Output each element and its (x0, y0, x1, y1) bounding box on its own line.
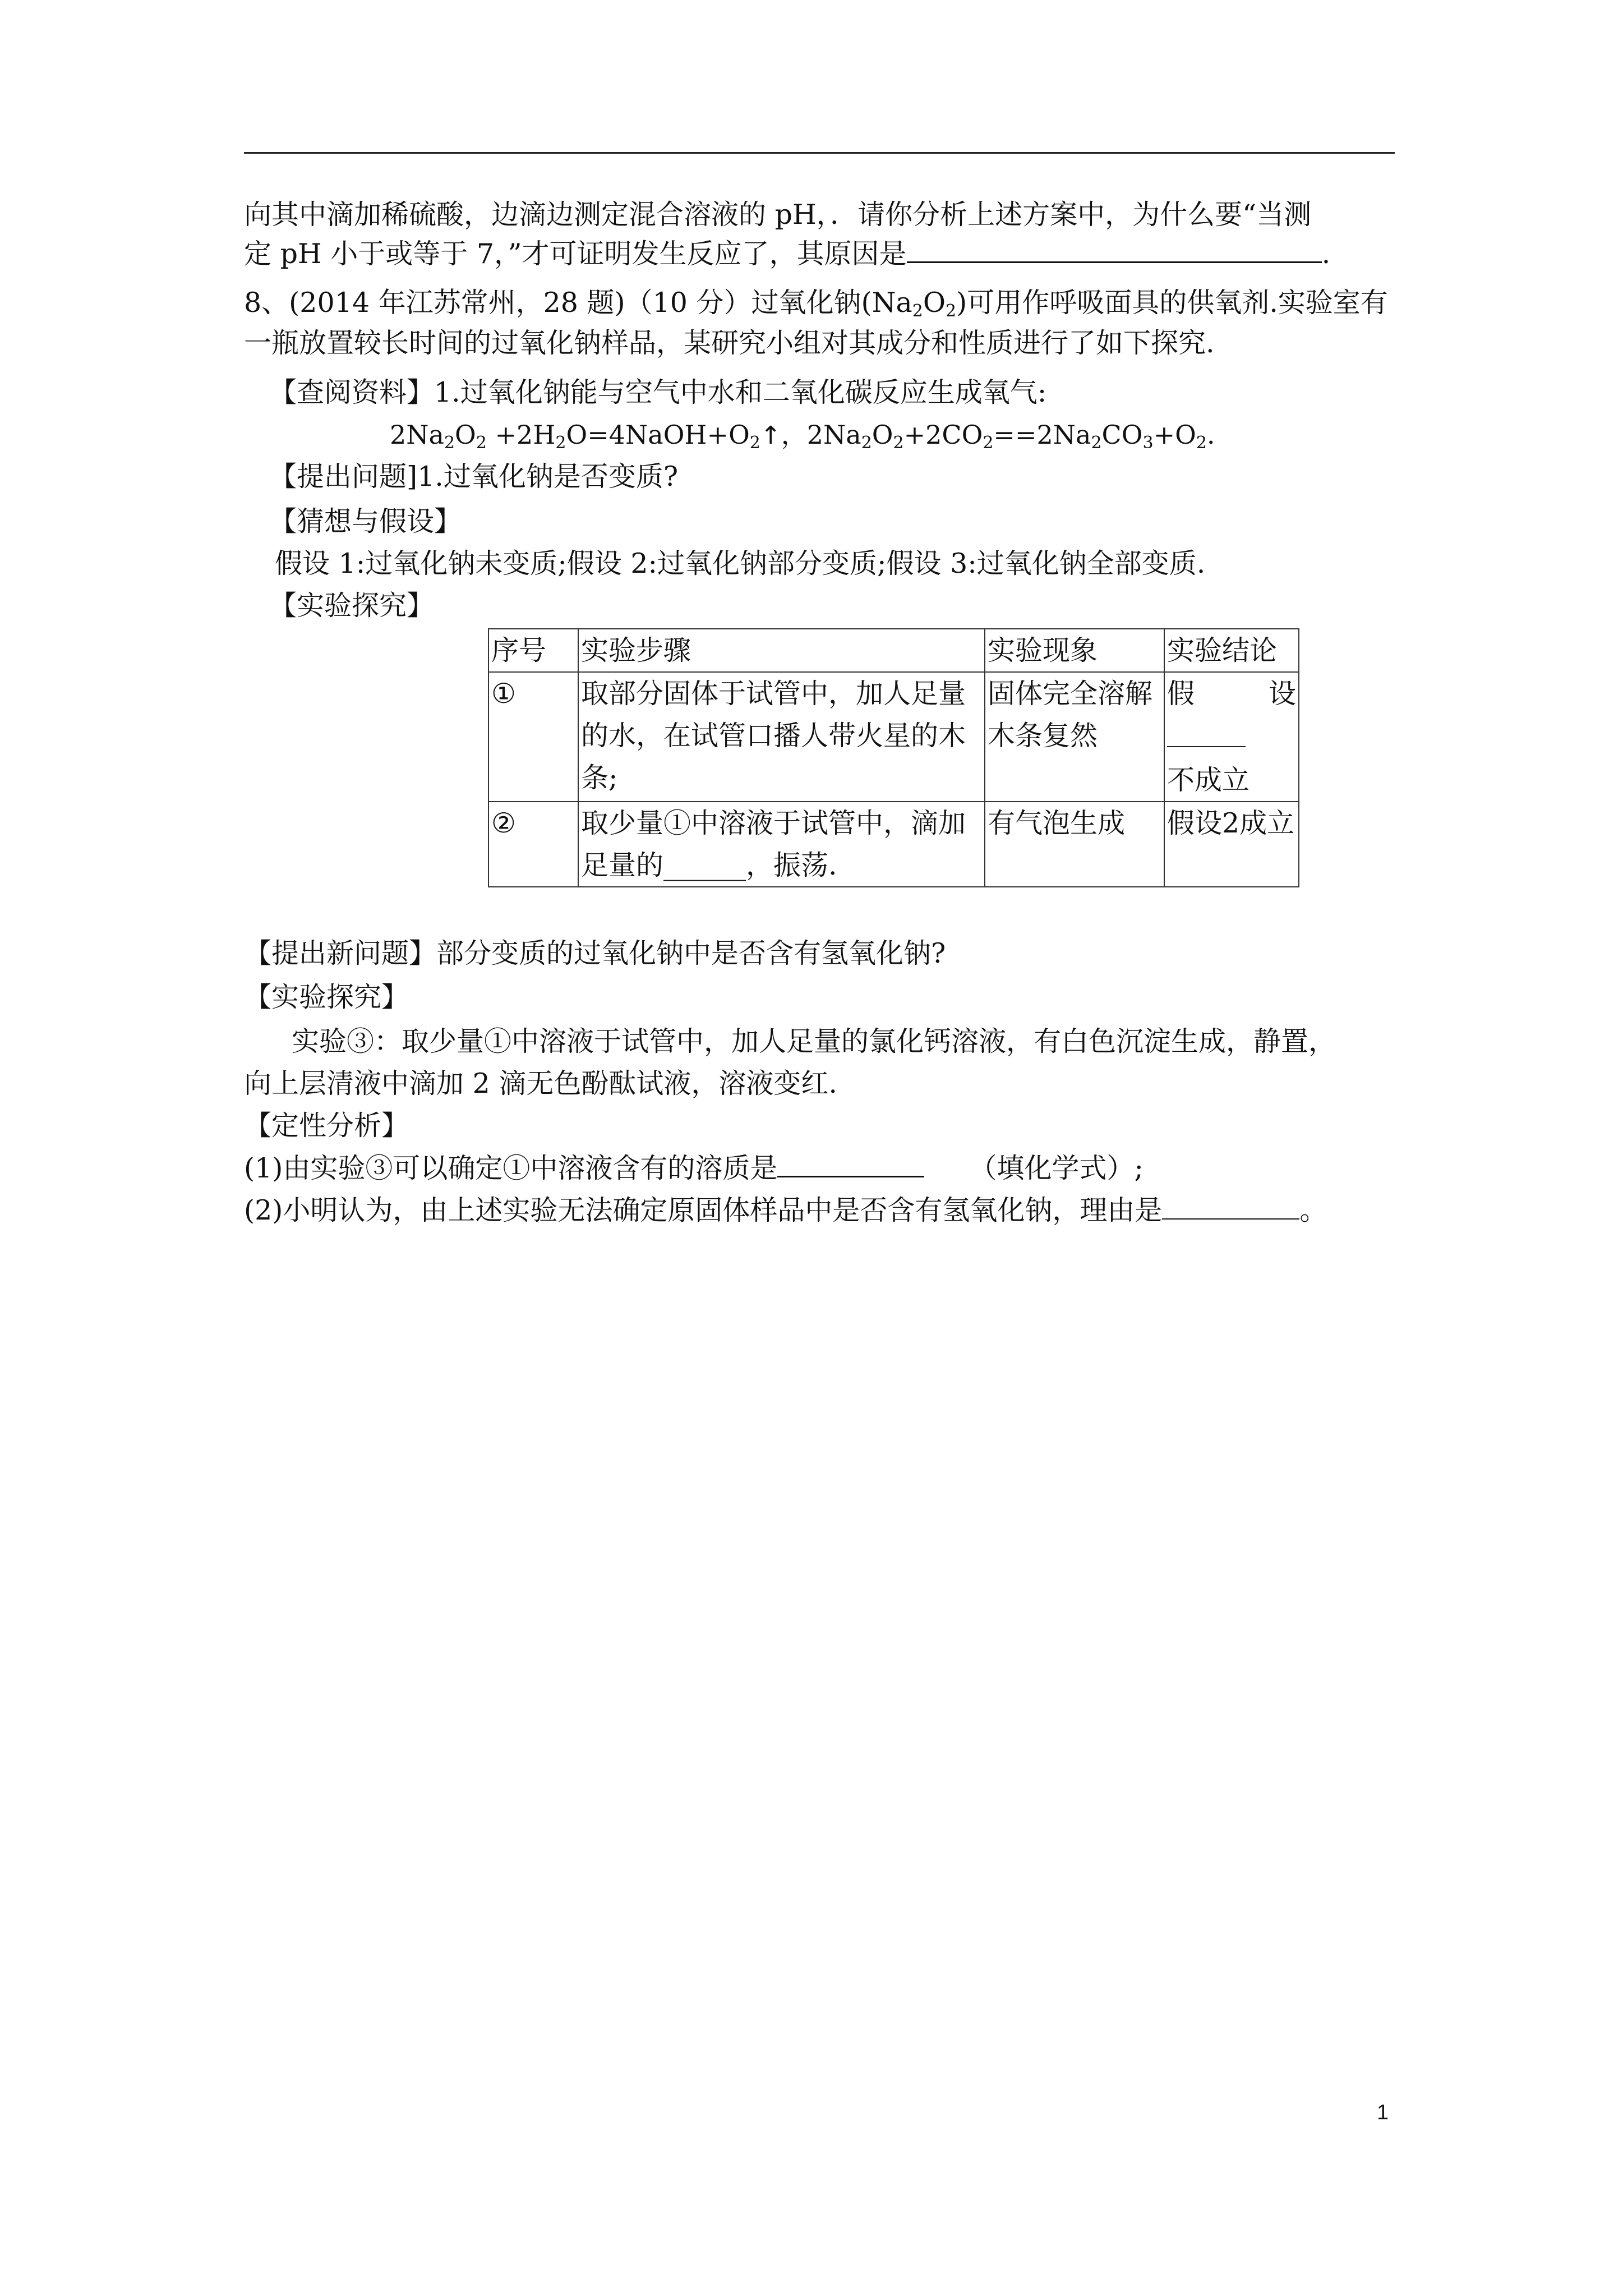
question-8-header (244, 283, 1388, 323)
step-cell (578, 672, 985, 802)
subscript: 2 (893, 433, 904, 453)
subscript: 2 (1196, 433, 1207, 453)
header-cell: 序号 (488, 629, 578, 672)
header-cell: 实验结论 (1164, 629, 1299, 672)
phenomena-line: 木条复然 (988, 720, 1098, 752)
header-cell: 实验现象 (985, 629, 1164, 672)
subscript: 2 (912, 301, 923, 321)
subscript: 2 (444, 433, 455, 453)
conclusion-line (1167, 673, 1296, 715)
eq-part: O (872, 420, 893, 450)
text-line: 向其中滴加稀硫酸，边滴边测定混合溶液的 pH，．请你分析上述方案中，为什么要“当测 (244, 199, 1312, 231)
conclusion-blank[interactable] (1167, 715, 1246, 747)
eq-part: +O (1153, 420, 1196, 450)
step-text: ，振荡. (746, 849, 837, 881)
eq-part: +2H (486, 420, 556, 450)
conclusion-blank-line (1167, 715, 1296, 759)
eq-part: O=4NaOH+O (566, 420, 750, 450)
analysis-question-1 (244, 1149, 1144, 1188)
section-analysis: 【定性分析】 (244, 1110, 409, 1142)
question-text: (2)小明认为，由上述实验无法确定原固体样品中是否含有氢氧化钠，理由是 (244, 1194, 1163, 1226)
analysis-question-2 (244, 1191, 1327, 1230)
step-line: 的水，在试管口播人带火星的木 (581, 720, 966, 752)
section-question: 【提出问题]1.过氧化钠是否变质? (269, 461, 679, 493)
conclusion-word: 假 (1167, 678, 1195, 710)
step-line (581, 844, 982, 886)
question-text: 定 pH 小于或等于 7，”才可证明发生反应了，其原因是 (244, 238, 907, 270)
subscript: 2 (1091, 433, 1102, 453)
text-line: 一瓶放置较长时间的过氧化钠样品，某研究小组对其成分和性质进行了如下探究. (244, 327, 1215, 359)
header-cell: 实验步骤 (578, 629, 985, 672)
eq-part: +2CO (903, 420, 983, 450)
conclusion-cell (1164, 672, 1299, 802)
header-rule (244, 152, 1395, 154)
section-experiment: 【实验探究】 (269, 590, 435, 622)
eq-part: ==2Na (993, 420, 1091, 450)
experiment-3-text: 实验③：取少量①中溶液于试管中，加人足量的氯化钙溶液，有白色沉淀生成，静置， (292, 1025, 1336, 1057)
subscript: 2 (749, 433, 760, 453)
eq-part: ，2Na (781, 420, 861, 450)
question-hint: （填化学式）; (969, 1152, 1144, 1184)
subscript: 3 (1142, 433, 1154, 453)
step-cell (578, 802, 985, 887)
hypothesis-text: 假设 1:过氧化钠未变质;假设 2:过氧化钠部分变质;假设 3:过氧化钠全部变质. (275, 547, 1206, 579)
formula-part: O (923, 287, 946, 319)
text-line (244, 234, 1330, 274)
subscript: 2 (555, 433, 566, 453)
question-8-text: 8、(2014 年江苏常州，28 题)（10 分）过氧化钠(Na (244, 287, 912, 319)
eq-part: . (1206, 420, 1215, 450)
subscript: 2 (476, 433, 487, 453)
eq-part: 2Na (390, 420, 444, 450)
phenomena-cell (985, 672, 1164, 802)
step-blank[interactable]: ______ (663, 849, 746, 881)
answer-blank[interactable] (777, 1150, 924, 1177)
eq-part: CO (1101, 420, 1143, 450)
row-number: ② (488, 802, 578, 887)
table-row (488, 802, 1299, 887)
section-experiment-2: 【实验探究】 (244, 981, 409, 1013)
conclusion-cell: 假设2成立 (1164, 802, 1299, 887)
page-number: 1 (1377, 2101, 1389, 2124)
answer-blank[interactable] (1162, 1193, 1299, 1220)
step-line: 取少量①中溶液于试管中，滴加 (581, 807, 966, 839)
experiment-table (488, 628, 1299, 887)
phenomena-line: 固体完全溶解 (988, 678, 1153, 710)
section-new-question: 【提出新问题】部分变质的过氧化钠中是否含有氢氧化钠? (244, 937, 946, 969)
section-hypothesis: 【猜想与假设】 (269, 505, 462, 537)
experiment-3-text: 向上层清液中滴加 2 滴无色酚酞试液，溶液变红. (244, 1068, 837, 1099)
subscript: 2 (983, 433, 994, 453)
eq-part: O (455, 420, 476, 450)
row-number: ① (488, 672, 578, 802)
section-reference: 【查阅资料】1.过氧化钠能与空气中水和二氧化碳反应生成氧气: (269, 376, 1047, 408)
period: . (1321, 238, 1331, 270)
answer-blank[interactable] (907, 236, 1322, 263)
step-line: 条; (581, 762, 618, 794)
conclusion-word: 设 (1268, 678, 1296, 710)
chemical-equation (390, 415, 1215, 455)
period: 。 (1299, 1194, 1327, 1226)
question-8-text-end: )可用作呼吸面具的供氧剂.实验室有 (956, 287, 1388, 319)
step-line: 取部分固体于试管中，加人足量 (581, 678, 966, 710)
table-header-row (488, 629, 1299, 672)
table-row (488, 672, 1299, 802)
step-text: 足量的 (581, 849, 664, 881)
phenomena-cell: 有气泡生成 (985, 802, 1164, 887)
subscript: 2 (861, 433, 872, 453)
up-arrow-icon: ↑ (760, 421, 781, 450)
question-text: (1)由实验③可以确定①中溶液含有的溶质是 (244, 1152, 778, 1184)
subscript: 2 (946, 301, 957, 321)
conclusion-line: 不成立 (1167, 764, 1250, 796)
